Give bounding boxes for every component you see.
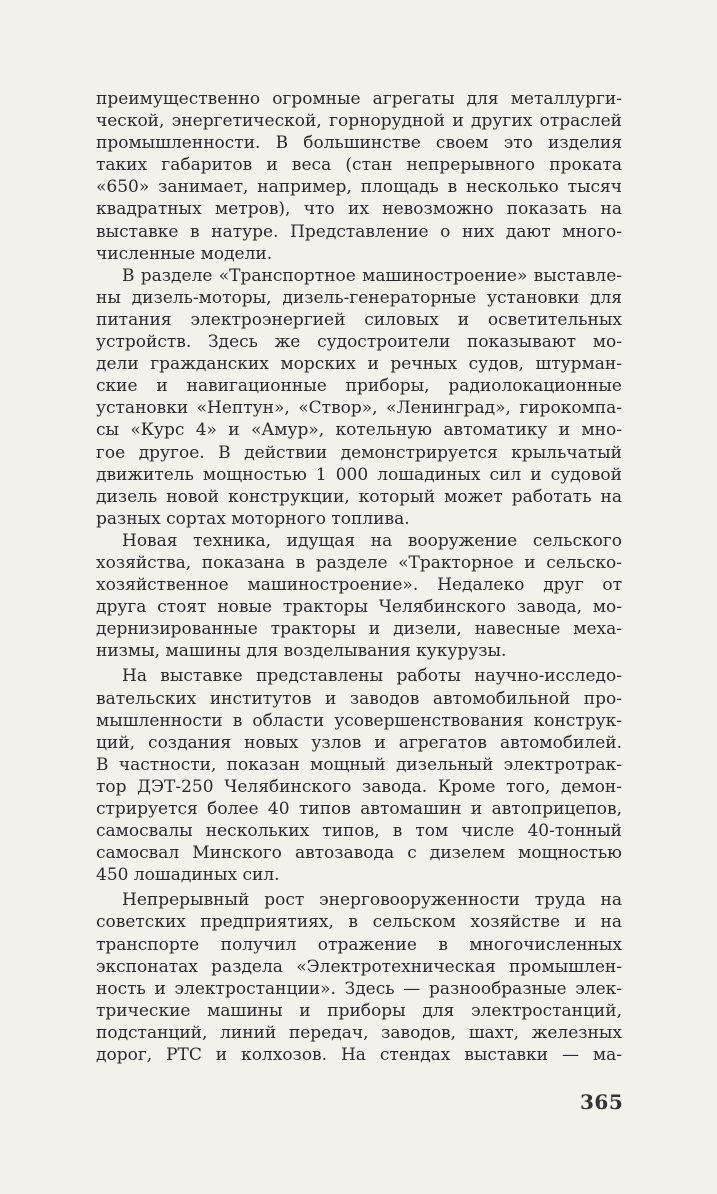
- text-line: транспорте получил отражение в многочисленных: [96, 934, 622, 955]
- text-line: советских предприятиях, в сельском хозяйстве и на: [96, 912, 622, 933]
- text-line: ций, создания новых узлов и агрегатов автомобилей.: [96, 732, 622, 753]
- text-line: стрируется более 40 типов автомашин и автоприцепов,: [96, 799, 622, 819]
- text-line: хозяйства, показана в разделе «Тракторное и сельско-: [96, 552, 622, 573]
- text-line: сы «Курс 4» и «Амур», котельную автоматику и мно-: [96, 420, 622, 441]
- text-line: дорог, РТС и колхозов. На стендах выставки — ма-: [96, 1045, 622, 1066]
- text-line: мышленности в области усовершенствования конструк-: [96, 710, 622, 731]
- text-line: дизель новой конструкции, который может работать на: [96, 486, 622, 507]
- text-line: выставке в натуре. Представление о них дают много-: [96, 221, 622, 242]
- body-text: [96, 88, 622, 1066]
- text-line: экспонатах раздела «Электротехническая промышлен-: [96, 956, 622, 977]
- text-line: подстанций, линий передач, заводов, шахт, железных: [96, 1022, 622, 1043]
- text-line: ность и электростанции». Здесь — разнообразные элек-: [96, 978, 622, 999]
- paragraph: [96, 889, 622, 1066]
- text-line: самосвалы нескольких типов, в том числе 40-тонный: [96, 821, 622, 842]
- text-line: друга стоят новые тракторы Челябинского завода, мо-: [96, 597, 622, 618]
- text-line: численные модели.: [96, 243, 273, 264]
- text-line: устройств. Здесь же судостроители показывают мо-: [96, 332, 622, 353]
- text-line: движитель мощностью 1 000 лошадиных сил и судовой: [96, 464, 622, 485]
- text-line: 450 лошадиных сил.: [96, 865, 280, 886]
- text-line: ны дизель-моторы, дизель-генераторные установки для: [96, 287, 622, 308]
- text-line: преимущественно огромные агрегаты для металлурги-: [96, 89, 622, 109]
- paragraph: [96, 530, 622, 663]
- text-line: промышленности. В большинстве своем это изделия: [96, 133, 622, 154]
- text-line: дели гражданских морских и речных судов, штурман-: [96, 354, 622, 375]
- text-line: гое другое. В действии демонстрируется крыльчатый: [96, 442, 622, 463]
- text-line: ские и навигационные приборы, радиолокационные: [96, 376, 622, 397]
- paragraph: [96, 88, 622, 265]
- text-line: разных сортах моторного топлива.: [96, 508, 410, 529]
- text-line: В частности, показан мощный дизельный электротрак-: [96, 754, 622, 775]
- page-number: 365: [580, 1090, 624, 1114]
- text-line: В разделе «Транспортное машиностроение» выставле-: [122, 265, 622, 286]
- paragraph: [96, 665, 622, 886]
- text-line: ческой, энергетической, горнорудной и других отраслей: [96, 111, 622, 132]
- text-line: тор ДЭТ-250 Челябинского завода. Кроме того, демон-: [96, 776, 622, 797]
- text-line: самосвал Минского автозавода с дизелем мощностью: [96, 843, 622, 864]
- text-line: трические машины и приборы для электростанций,: [96, 1000, 622, 1021]
- text-line: низмы, машины для возделывания кукурузы.: [96, 641, 507, 662]
- text-line: квадратных метров), что их невозможно показать на: [96, 199, 622, 220]
- text-line: «650» занимает, например, площадь в несколько тысяч: [96, 177, 622, 198]
- text-line: дернизированные тракторы и дизели, навесные меха-: [96, 619, 622, 640]
- text-line: установки «Нептун», «Створ», «Ленинград», гирокомпа-: [96, 398, 622, 419]
- text-line: вательских институтов и заводов автомобильной про-: [96, 688, 622, 709]
- text-line: питания электроэнергией силовых и осветительных: [96, 309, 622, 330]
- text-line: Новая техника, идущая на вооружение сельского: [122, 530, 622, 551]
- text-line: таких габаритов и веса (стан непрерывного проката: [96, 155, 622, 176]
- text-line: Непрерывный рост энерговооруженности труда на: [122, 890, 622, 911]
- text-line: На выставке представлены работы научно-исследо-: [122, 666, 622, 687]
- text-line: хозяйственное машиностроение». Недалеко друг от: [96, 575, 622, 596]
- paragraph: [96, 265, 622, 530]
